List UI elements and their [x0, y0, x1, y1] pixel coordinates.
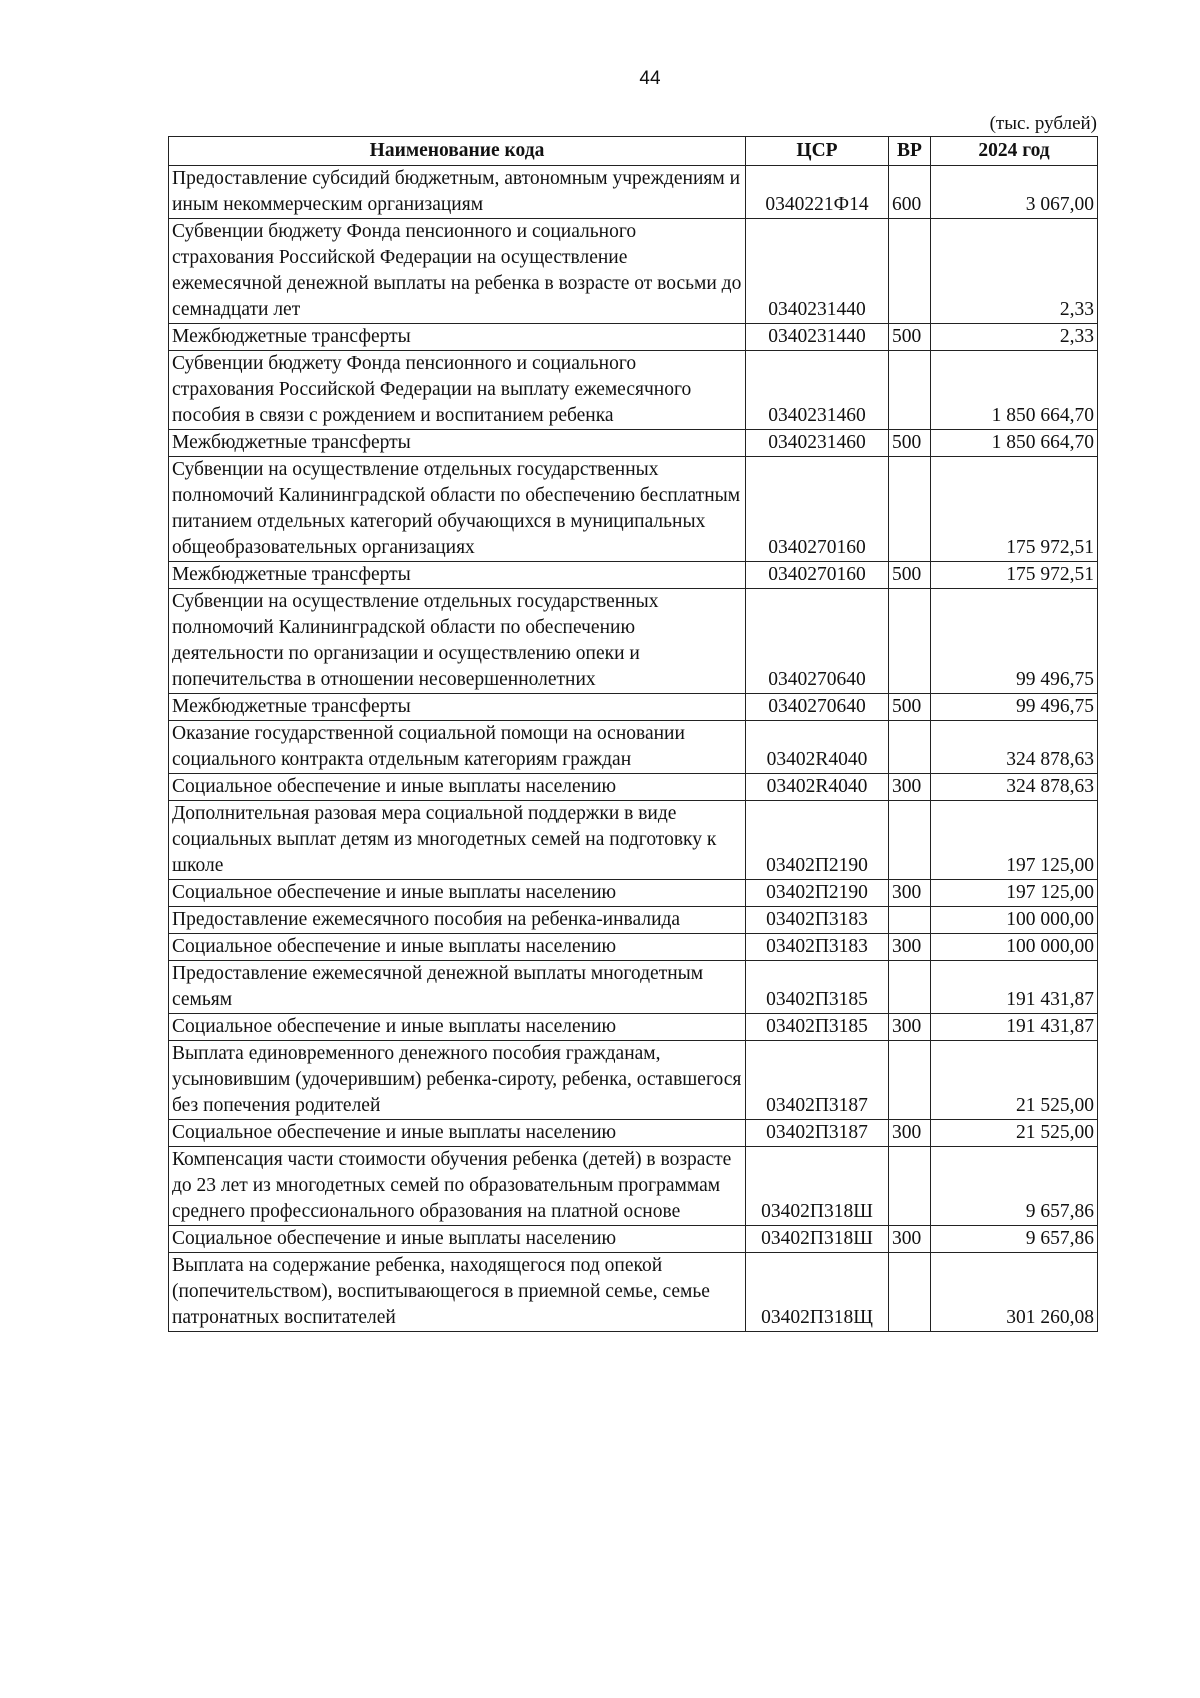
row-vr-cell: 500 [889, 430, 931, 457]
row-sum-cell: 21 525,00 [931, 1120, 1098, 1147]
table-row [169, 694, 1098, 721]
header-name: Наименование кода [169, 137, 746, 166]
row-csr-cell: 0340270160 [746, 457, 889, 562]
row-sum-cell: 99 496,75 [931, 694, 1098, 721]
row-name-cell: Межбюджетные трансферты [169, 324, 746, 351]
row-name-cell: Социальное обеспечение и иные выплаты населению [169, 1226, 746, 1253]
row-csr-cell: 03402П3185 [746, 1014, 889, 1041]
row-csr-cell: 03402П2190 [746, 880, 889, 907]
row-vr-cell: 300 [889, 934, 931, 961]
row-name-cell: Социальное обеспечение и иные выплаты населению [169, 774, 746, 801]
row-vr-cell: 300 [889, 880, 931, 907]
row-csr-cell: 0340270160 [746, 562, 889, 589]
row-sum-cell: 3 067,00 [931, 166, 1098, 219]
row-sum-cell: 197 125,00 [931, 880, 1098, 907]
table-row [169, 1014, 1098, 1041]
row-name-cell: Выплата единовременного денежного пособия гражданам, усыновившим (удочерившим) ребенка-сироту, ребенка, оставшегося без попечения родителей [169, 1041, 746, 1120]
header-csr: ЦСР [746, 137, 889, 166]
row-csr-cell: 03402П318Ш [746, 1147, 889, 1226]
row-name-cell: Субвенции бюджету Фонда пенсионного и социального страхования Российской Федерации на выплату ежемесячного пособия в связи с рождением и воспитанием ребенка [169, 351, 746, 430]
row-vr-cell: 300 [889, 1226, 931, 1253]
row-name-cell: Выплата на содержание ребенка, находящегося под опекой (попечительством), воспитывающегося в приемной семье, семье патронатных воспитателей [169, 1253, 746, 1332]
row-csr-cell: 0340221Ф14 [746, 166, 889, 219]
table-row [169, 562, 1098, 589]
row-sum-cell: 2,33 [931, 219, 1098, 324]
row-name-cell: Межбюджетные трансферты [169, 430, 746, 457]
row-sum-cell: 9 657,86 [931, 1147, 1098, 1226]
row-vr-cell: 300 [889, 1120, 931, 1147]
table-row [169, 1253, 1098, 1332]
row-csr-cell: 0340231440 [746, 324, 889, 351]
row-name-cell: Субвенции бюджету Фонда пенсионного и социального страхования Российской Федерации на осуществление ежемесячной денежной выплаты на ребенка в возрасте от восьми до семнадцати лет [169, 219, 746, 324]
table-row [169, 166, 1098, 219]
units-label: (тыс. рублей) [989, 113, 1097, 134]
page-number: 44 [639, 68, 661, 89]
row-csr-cell: 03402П3183 [746, 907, 889, 934]
row-sum-cell: 191 431,87 [931, 1014, 1098, 1041]
table-row [169, 880, 1098, 907]
row-name-cell: Компенсация части стоимости обучения ребенка (детей) в возрасте до 23 лет из многодетных семей по образовательным программам среднего профессионального образования на платной основе [169, 1147, 746, 1226]
row-vr-cell [889, 1041, 931, 1120]
row-name-cell: Предоставление ежемесячного пособия на ребенка-инвалида [169, 907, 746, 934]
row-sum-cell: 175 972,51 [931, 562, 1098, 589]
row-csr-cell: 03402П3187 [746, 1041, 889, 1120]
row-vr-cell [889, 1253, 931, 1332]
row-vr-cell: 500 [889, 694, 931, 721]
table-row [169, 774, 1098, 801]
row-vr-cell [889, 721, 931, 774]
table-row [169, 457, 1098, 562]
row-csr-cell: 0340270640 [746, 694, 889, 721]
row-name-cell: Социальное обеспечение и иные выплаты населению [169, 1120, 746, 1147]
row-name-cell: Дополнительная разовая мера социальной поддержки в виде социальных выплат детям из многодетных семей на подготовку к школе [169, 801, 746, 880]
row-vr-cell [889, 961, 931, 1014]
row-vr-cell [889, 219, 931, 324]
table-row [169, 961, 1098, 1014]
row-csr-cell: 03402П3187 [746, 1120, 889, 1147]
table-row [169, 1147, 1098, 1226]
row-csr-cell: 03402П318Ш [746, 1226, 889, 1253]
row-name-cell: Социальное обеспечение и иные выплаты населению [169, 934, 746, 961]
row-sum-cell: 175 972,51 [931, 457, 1098, 562]
table-row [169, 1120, 1098, 1147]
row-vr-cell [889, 1147, 931, 1226]
table-row [169, 907, 1098, 934]
row-vr-cell: 500 [889, 562, 931, 589]
row-vr-cell [889, 351, 931, 430]
row-sum-cell: 191 431,87 [931, 961, 1098, 1014]
row-sum-cell: 1 850 664,70 [931, 351, 1098, 430]
row-vr-cell [889, 457, 931, 562]
row-vr-cell: 500 [889, 324, 931, 351]
row-csr-cell: 03402R4040 [746, 774, 889, 801]
row-csr-cell: 03402П318Щ [746, 1253, 889, 1332]
row-csr-cell: 03402R4040 [746, 721, 889, 774]
row-name-cell: Оказание государственной социальной помощи на основании социального контракта отдельным категориям граждан [169, 721, 746, 774]
table-row [169, 351, 1098, 430]
row-name-cell: Предоставление ежемесячной денежной выплаты многодетным семьям [169, 961, 746, 1014]
table-row [169, 721, 1098, 774]
row-vr-cell [889, 589, 931, 694]
row-csr-cell: 03402П3183 [746, 934, 889, 961]
row-sum-cell: 100 000,00 [931, 907, 1098, 934]
row-name-cell: Межбюджетные трансферты [169, 694, 746, 721]
row-sum-cell: 1 850 664,70 [931, 430, 1098, 457]
row-sum-cell: 197 125,00 [931, 801, 1098, 880]
row-sum-cell: 324 878,63 [931, 721, 1098, 774]
row-sum-cell: 324 878,63 [931, 774, 1098, 801]
table-row [169, 934, 1098, 961]
row-vr-cell [889, 907, 931, 934]
table-row [169, 801, 1098, 880]
row-csr-cell: 0340270640 [746, 589, 889, 694]
row-sum-cell: 21 525,00 [931, 1041, 1098, 1120]
row-sum-cell: 99 496,75 [931, 589, 1098, 694]
row-vr-cell: 300 [889, 1014, 931, 1041]
row-sum-cell: 2,33 [931, 324, 1098, 351]
row-name-cell: Субвенции на осуществление отдельных государственных полномочий Калининградской области по обеспечению бесплатным питанием отдельных категорий обучающихся в муниципальных общеобразовательных организациях [169, 457, 746, 562]
row-name-cell: Межбюджетные трансферты [169, 562, 746, 589]
table-row [169, 324, 1098, 351]
row-csr-cell: 0340231460 [746, 430, 889, 457]
row-vr-cell: 300 [889, 774, 931, 801]
row-name-cell: Субвенции на осуществление отдельных государственных полномочий Калининградской области по обеспечению деятельности по организации и осуществлению опеки и попечительства в отношении несовершеннолетних [169, 589, 746, 694]
row-csr-cell: 03402П3185 [746, 961, 889, 1014]
row-csr-cell: 03402П2190 [746, 801, 889, 880]
table-header-row [169, 137, 1098, 166]
row-sum-cell: 301 260,08 [931, 1253, 1098, 1332]
table-row [169, 1226, 1098, 1253]
row-sum-cell: 9 657,86 [931, 1226, 1098, 1253]
table-row [169, 589, 1098, 694]
row-vr-cell: 600 [889, 166, 931, 219]
table-row [169, 430, 1098, 457]
row-sum-cell: 100 000,00 [931, 934, 1098, 961]
row-name-cell: Социальное обеспечение и иные выплаты населению [169, 880, 746, 907]
header-vr: ВР [889, 137, 931, 166]
table-row [169, 1041, 1098, 1120]
table-row [169, 219, 1098, 324]
row-csr-cell: 0340231440 [746, 219, 889, 324]
row-name-cell: Предоставление субсидий бюджетным, автономным учреждениям и иным некоммерческим организациям [169, 166, 746, 219]
budget-table [168, 136, 1098, 1332]
row-name-cell: Социальное обеспечение и иные выплаты населению [169, 1014, 746, 1041]
row-csr-cell: 0340231460 [746, 351, 889, 430]
row-vr-cell [889, 801, 931, 880]
header-sum: 2024 год [931, 137, 1098, 166]
